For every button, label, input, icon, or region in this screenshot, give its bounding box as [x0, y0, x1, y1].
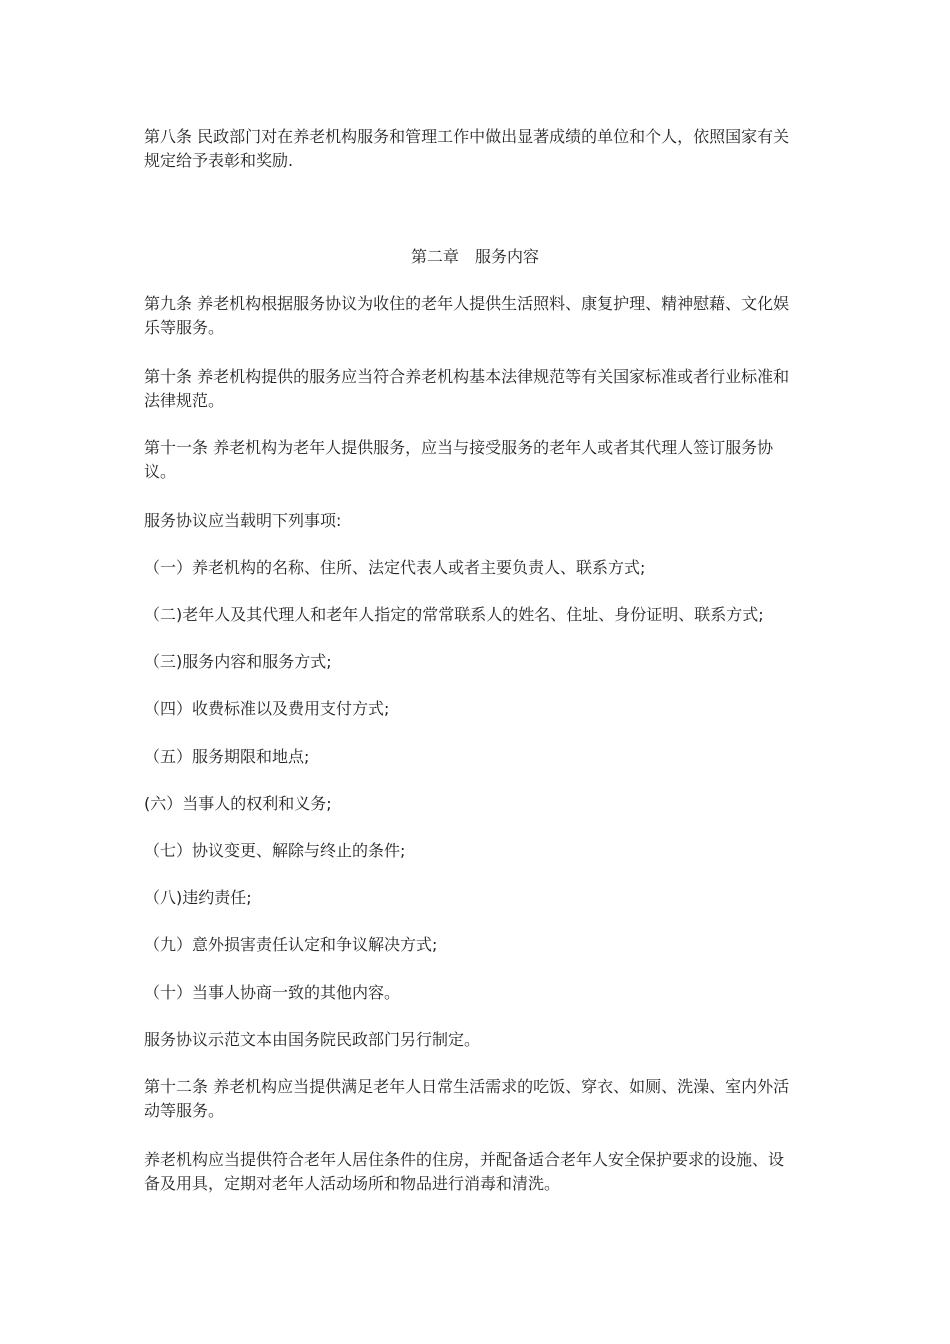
article-12: 第十二条 养老机构应当提供满足老年人日常生活需求的吃饭、穿衣、如厕、洗澡、室内外活动等服务。: [144, 1077, 790, 1120]
list-item: (六）当事人的权利和义务;: [144, 794, 332, 813]
list-item: （七）协议变更、解除与终止的条件;: [144, 841, 406, 860]
chapter-title: 第二章 服务内容: [410, 247, 539, 266]
list-item: （二)老年人及其代理人和老年人指定的常常联系人的姓名、住址、身份证明、联系方式;: [144, 605, 764, 624]
article-11: 第十一条 养老机构为老年人提供服务，应当与接受服务的老年人或者其代理人签订服务协议。: [144, 438, 774, 481]
template-note: 服务协议示范文本由国务院民政部门另行制定。: [144, 1030, 481, 1049]
agreement-intro: 服务协议应当载明下列事项:: [144, 511, 342, 530]
article-9: 第九条 养老机构根据服务协议为收住的老年人提供生活照料、康复护理、精神慰藉、文化娱乐等服务。: [144, 294, 790, 337]
list-item: （一）养老机构的名称、住所、法定代表人或者主要负责人、联系方式;: [144, 558, 646, 577]
list-item: （五）服务期限和地点;: [144, 747, 310, 766]
list-item: （四）收费标准以及费用支付方式;: [144, 699, 390, 718]
list-item: （十）当事人协商一致的其他内容。: [144, 983, 401, 1002]
list-item: （三)服务内容和服务方式;: [144, 652, 332, 671]
article-8: 第八条 民政部门对在养老机构服务和管理工作中做出显著成绩的单位和个人，依照国家有关规定给予表彰和奖励.: [144, 127, 790, 170]
article-10: 第十条 养老机构提供的服务应当符合养老机构基本法律规范等有关国家标准或者行业标准和法律规范。: [144, 367, 790, 410]
list-item: （八)违约责任;: [144, 888, 252, 907]
housing-paragraph: 养老机构应当提供符合老年人居住条件的住房，并配备适合老年人安全保护要求的设施、设备及用具，定期对老年人活动场所和物品进行消毒和清洗。: [144, 1150, 785, 1193]
list-item: （九）意外损害责任认定和争议解决方式;: [144, 935, 438, 954]
